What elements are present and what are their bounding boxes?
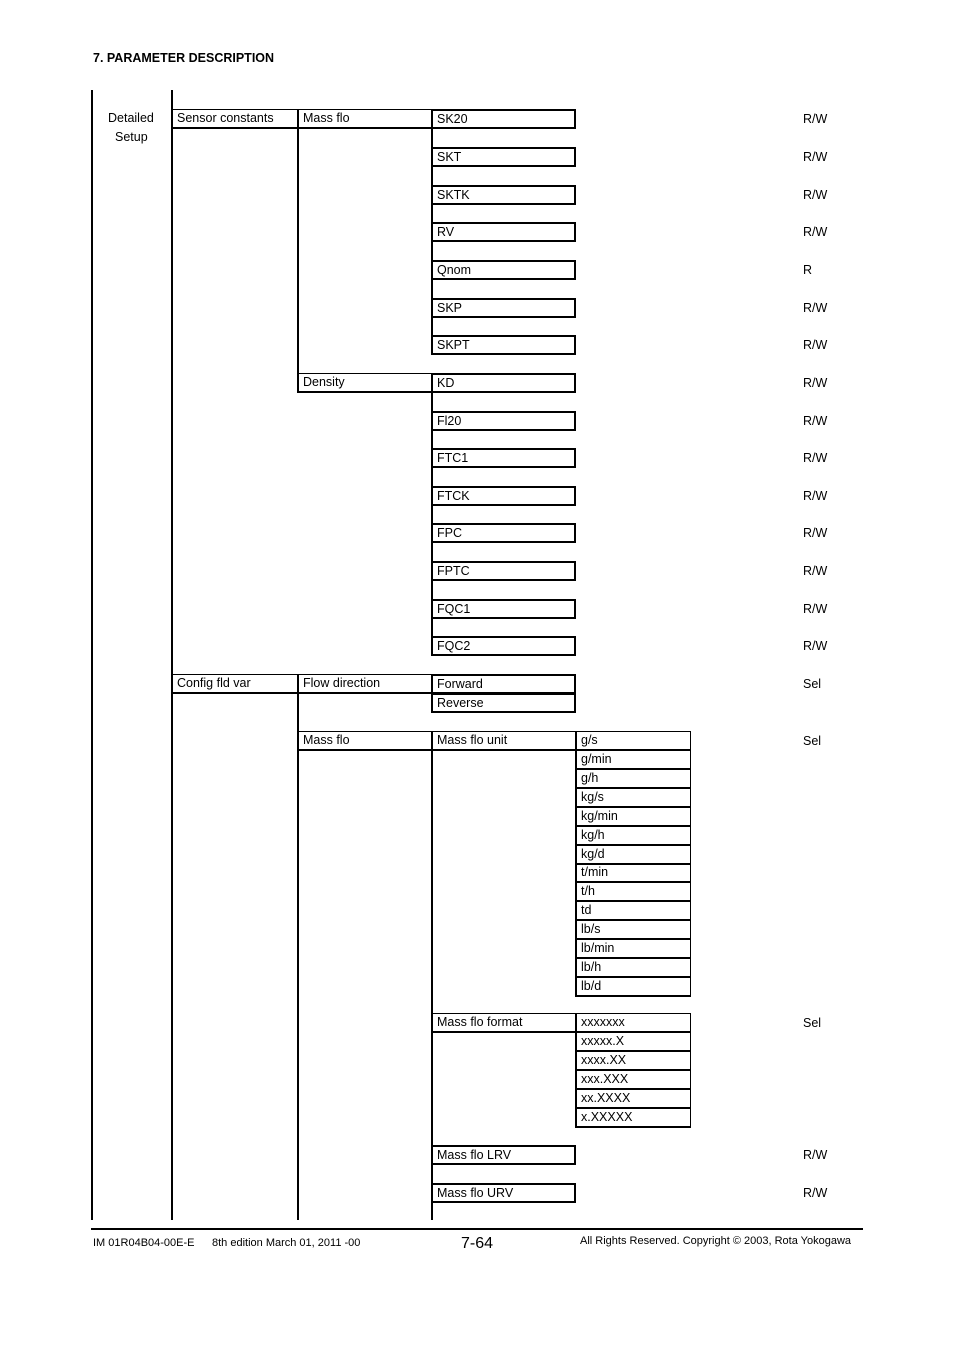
param-rv[interactable]: RV — [431, 222, 576, 242]
param-sk20[interactable]: SK20 — [431, 109, 576, 129]
menu-flow-direction[interactable]: Flow direction — [297, 674, 432, 694]
access-skt: R/W — [803, 150, 828, 164]
footer-edition: 8th edition March 01, 2011 -00 — [212, 1237, 361, 1249]
option-forward[interactable]: Forward — [431, 674, 576, 694]
unit-option[interactable]: kg/min — [575, 807, 691, 827]
tree-line-level1 — [171, 90, 173, 1220]
access-fl20: R/W — [803, 414, 828, 428]
unit-option[interactable]: td — [575, 901, 691, 921]
access-rv: R/W — [803, 225, 828, 239]
unit-option[interactable]: lb/d — [575, 977, 691, 997]
tree-line-level2-a — [297, 128, 299, 390]
param-mass-flo-unit[interactable]: Mass flo unit — [431, 731, 576, 751]
access-ftc1: R/W — [803, 451, 828, 465]
format-option[interactable]: xxxxxxx — [575, 1013, 691, 1033]
access-qnom: R — [803, 263, 813, 277]
unit-option[interactable]: g/s — [575, 731, 691, 751]
root-node-line1: Detailed — [108, 111, 154, 125]
tree-line-root — [91, 90, 93, 1220]
access-sk20: R/W — [803, 112, 828, 126]
access-fpc: R/W — [803, 526, 828, 540]
access-mass-flo-unit: Sel — [803, 734, 822, 748]
param-fqc1[interactable]: FQC1 — [431, 599, 576, 619]
access-mass-flo-lrv: R/W — [803, 1148, 828, 1162]
access-fptc: R/W — [803, 564, 828, 578]
option-reverse[interactable]: Reverse — [431, 693, 576, 713]
access-ftck: R/W — [803, 489, 828, 503]
param-kd[interactable]: KD — [431, 373, 576, 393]
unit-option[interactable]: lb/s — [575, 920, 691, 940]
tree-line-level2-b — [297, 693, 299, 1220]
root-node-line2: Setup — [115, 130, 148, 144]
unit-option[interactable]: kg/d — [575, 845, 691, 865]
param-mass-flo-lrv[interactable]: Mass flo LRV — [431, 1145, 576, 1165]
param-skp[interactable]: SKP — [431, 298, 576, 318]
param-mass-flo-urv[interactable]: Mass flo URV — [431, 1183, 576, 1203]
access-skpt: R/W — [803, 338, 828, 352]
access-skp: R/W — [803, 301, 828, 315]
unit-option[interactable]: t/h — [575, 882, 691, 902]
unit-option[interactable]: lb/h — [575, 958, 691, 978]
access-flow-direction: Sel — [803, 677, 822, 691]
param-sktk[interactable]: SKTK — [431, 185, 576, 205]
format-option[interactable]: x.XXXXX — [575, 1108, 691, 1128]
param-qnom[interactable]: Qnom — [431, 260, 576, 280]
unit-option[interactable]: t/min — [575, 863, 691, 883]
param-skpt[interactable]: SKPT — [431, 335, 576, 355]
format-option[interactable]: xxxxx.X — [575, 1032, 691, 1052]
menu-config-fld-var[interactable]: Config fld var — [171, 674, 298, 694]
access-kd: R/W — [803, 376, 828, 390]
param-skt[interactable]: SKT — [431, 147, 576, 167]
page-number: 7-64 — [461, 1235, 494, 1252]
unit-option[interactable]: g/min — [575, 750, 691, 770]
param-ftck[interactable]: FTCK — [431, 486, 576, 506]
access-fqc2: R/W — [803, 639, 828, 653]
unit-option[interactable]: kg/s — [575, 788, 691, 808]
access-mass-flo-format: Sel — [803, 1016, 822, 1030]
access-fqc1: R/W — [803, 602, 828, 616]
footer-doc-id: IM 01R04B04-00E-E — [93, 1237, 195, 1249]
param-fpc[interactable]: FPC — [431, 523, 576, 543]
unit-option[interactable]: lb/min — [575, 939, 691, 959]
unit-option[interactable]: kg/h — [575, 826, 691, 846]
param-fl20[interactable]: Fl20 — [431, 411, 576, 431]
unit-option[interactable]: g/h — [575, 769, 691, 789]
format-option[interactable]: xx.XXXX — [575, 1089, 691, 1109]
footer-rule — [91, 1228, 863, 1230]
menu-density[interactable]: Density — [297, 373, 432, 393]
menu-mass-flo-sensor[interactable]: Mass flo — [297, 109, 432, 129]
access-sktk: R/W — [803, 188, 828, 202]
menu-mass-flo-config[interactable]: Mass flo — [297, 731, 432, 751]
section-title: 7. PARAMETER DESCRIPTION — [93, 51, 275, 65]
access-mass-flo-urv: R/W — [803, 1186, 828, 1200]
param-mass-flo-format[interactable]: Mass flo format — [431, 1013, 576, 1033]
footer-copyright: All Rights Reserved. Copyright © 2003, Rota Yokogawa — [580, 1235, 852, 1247]
menu-sensor-constants[interactable]: Sensor constants — [171, 109, 298, 129]
format-option[interactable]: xxxx.XX — [575, 1051, 691, 1071]
format-option[interactable]: xxx.XXX — [575, 1070, 691, 1090]
param-fptc[interactable]: FPTC — [431, 561, 576, 581]
param-ftc1[interactable]: FTC1 — [431, 448, 576, 468]
param-fqc2[interactable]: FQC2 — [431, 636, 576, 656]
